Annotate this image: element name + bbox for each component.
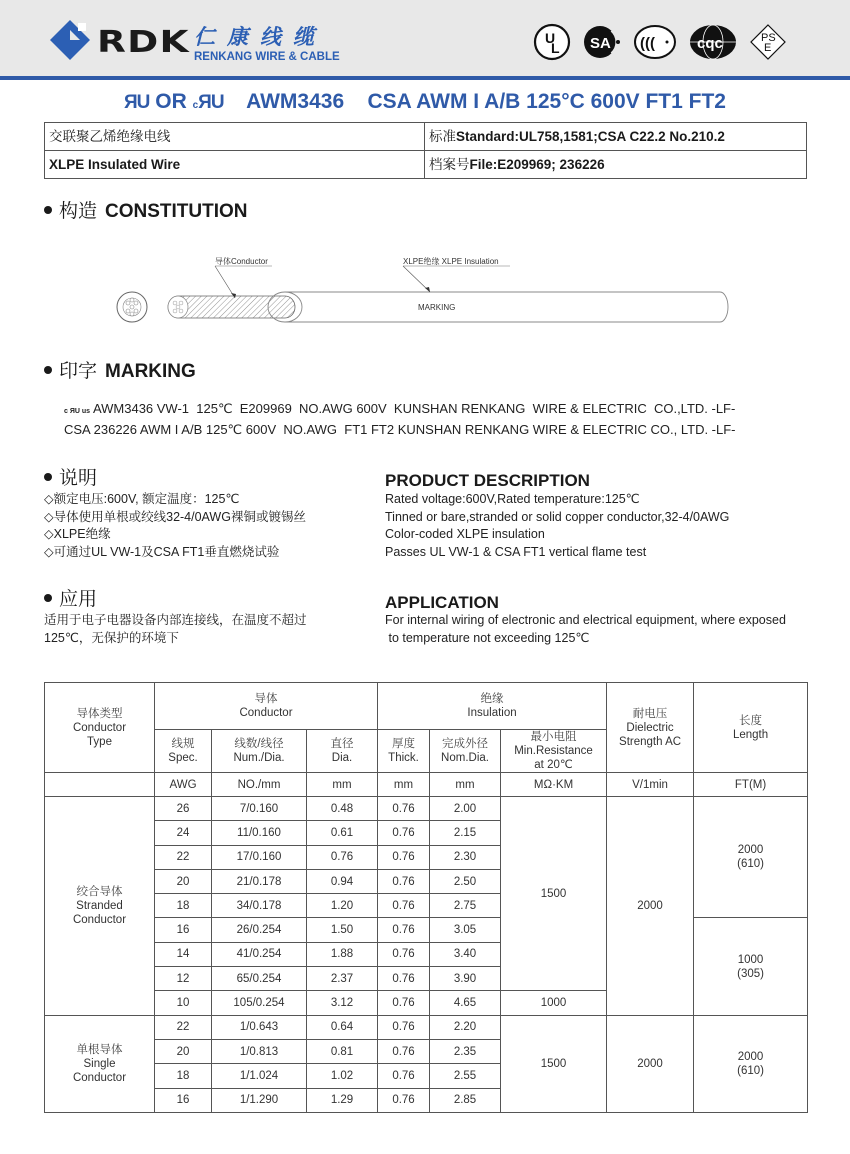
single-length: 2000 (610) <box>694 1015 808 1112</box>
product-title <box>0 88 850 120</box>
col-dielectric: 耐电压 Dielectric Strength AC <box>607 683 694 773</box>
description-list-cn <box>44 491 306 561</box>
col-group-conductor: 导体 Conductor <box>155 683 378 730</box>
svg-text:U: U <box>545 30 556 46</box>
stranded-length-b: 1000 (305) <box>694 918 808 1015</box>
cul-recognized-icon: ЯU <box>198 92 224 113</box>
col-min-resistance: 最小电阻 Min.Resistance at 20℃ <box>501 730 607 773</box>
header-band <box>0 0 850 76</box>
conductor-label: 导体Conductor <box>215 257 268 266</box>
col-length: 长度 Length <box>694 683 808 773</box>
table-row: 22 17/0.160 0.76 0.76 2.30 <box>45 845 808 869</box>
marking-line-1-text: AWM3436 VW-1 125℃ E209969 NO.AWG 600V KUNSHAN RENKANG WIRE & ELECTRIC CO.,LTD. -LF- <box>90 401 736 416</box>
svg-text:E: E <box>764 42 772 54</box>
company-name-en: RENKANG WIRE & CABLE <box>194 51 340 63</box>
application-line-en: For internal wiring of electronic and electrical equipment, where exposed <box>385 613 786 627</box>
marking-line-2: CSA 236226 AWM I A/B 125℃ 600V NO.AWG FT1 FT2 KUNSHAN RENKANG WIRE & ELECTRIC CO., LTD. -LF- <box>64 421 736 437</box>
heading-cn: 印字 <box>59 361 98 382</box>
construction-heading <box>44 200 248 224</box>
marking-line-1 <box>64 400 736 421</box>
header-divider <box>0 76 850 80</box>
spec-table <box>44 122 807 179</box>
bullet-icon <box>44 206 52 214</box>
marking-heading <box>44 360 196 384</box>
certification-logos <box>532 22 788 62</box>
wire-construction-diagram <box>100 250 750 340</box>
marking-text <box>64 400 736 438</box>
col-dia: 直径 Dia. <box>307 730 378 773</box>
units-row <box>45 773 808 797</box>
col-num-dia: 线数/线径 Num./Dia. <box>212 730 307 773</box>
bullet-icon <box>44 473 52 481</box>
svg-text:PS: PS <box>761 32 776 44</box>
unit-dia: mm <box>307 773 378 797</box>
description-heading-en: PRODUCT DESCRIPTION <box>385 471 590 490</box>
svg-text:cqc: cqc <box>697 35 723 52</box>
svg-text:L: L <box>551 40 560 56</box>
svg-text:SA: SA <box>590 35 611 52</box>
insulation-label: XLPE绝缘 XLPE Insulation <box>403 257 499 266</box>
description-item-cn: ◇可通过UL VW-1及CSA FT1垂直燃烧试验 <box>44 544 280 559</box>
stranded-dielectric: 2000 <box>607 797 694 1016</box>
table-row: 单根导体 Single Conductor 22 1/0.643 0.64 0.76 2.20 1500 2000 2000 (610) <box>45 1015 808 1039</box>
single-dielectric: 2000 <box>607 1015 694 1112</box>
application-text-cn <box>44 612 307 647</box>
application-line-cn: 125℃，无保护的环境下 <box>44 630 179 645</box>
table-row: 绞合导体 Stranded Conductor 26 7/0.160 0.48 0.76 2.00 1500 2000 2000 (610) <box>45 797 808 821</box>
table-row: 10 105/0.254 3.12 0.76 4.65 1000 <box>45 991 808 1015</box>
col-nom-dia: 完成外径 Nom.Dia. <box>430 730 501 773</box>
col-conductor-type: 导体类型 Conductor Type <box>45 683 155 773</box>
application-line-en: to temperature not exceeding 125℃ <box>385 630 590 645</box>
csa-rating: CSA AWM I A/B 125°C 600V FT1 FT2 <box>367 90 726 113</box>
heading-en: CONSTITUTION <box>105 201 248 222</box>
standard-label: 标准 <box>429 128 456 144</box>
stranded-resistance-10awg: 1000 <box>501 991 607 1015</box>
description-item-cn: ◇导体使用单根或绞线32-4/0AWG裸铜或镀锡丝 <box>44 509 306 524</box>
ul-cert-icon <box>532 22 572 62</box>
col-group-insulation: 绝缘 Insulation <box>378 683 607 730</box>
description-heading-cn <box>44 467 97 491</box>
table-row: 18 34/0.178 1.20 0.76 2.75 <box>45 894 808 918</box>
single-label: 单根导体 Single Conductor <box>45 1015 155 1112</box>
stranded-resistance: 1500 <box>501 797 607 991</box>
table-row: 16 26/0.254 1.50 0.76 3.05 1000 (305) <box>45 918 808 942</box>
table-row: 20 21/0.178 0.94 0.76 2.50 <box>45 869 808 893</box>
ul-recognized-icon: ЯU <box>124 92 150 113</box>
bullet-icon <box>44 366 52 374</box>
table-row: 18 1/1.024 1.02 0.76 2.55 <box>45 1064 808 1088</box>
heading-cn: 应用 <box>59 589 98 610</box>
table-row: 16 1/1.290 1.29 0.76 2.85 <box>45 1088 808 1112</box>
company-name-cn: 仁康线缆 <box>194 26 326 49</box>
product-name-en: XLPE Insulated Wire <box>45 151 425 179</box>
description-item-cn: ◇XLPE绝缘 <box>44 527 111 541</box>
title-or: OR <box>155 90 187 113</box>
standard-cell <box>425 123 807 151</box>
c-mark: c <box>192 100 199 111</box>
description-item-en: Passes UL VW-1 & CSA FT1 vertical flame test <box>385 544 647 559</box>
file-label: 档案号 <box>429 156 470 172</box>
description-item-en: Tinned or bare,stranded or solid copper conductor,32-4/0AWG <box>385 509 730 524</box>
file-cell <box>425 151 807 179</box>
application-heading-cn <box>44 588 97 612</box>
ccc-cert-icon <box>632 22 678 62</box>
heading-en: MARKING <box>105 361 196 382</box>
unit-dielectric: V/1min <box>607 773 694 797</box>
unit-nom: mm <box>430 773 501 797</box>
unit-thick: mm <box>378 773 430 797</box>
heading-cn: 构造 <box>59 201 98 222</box>
standard-value: Standard:UL758,1581;CSA C22.2 No.210.2 <box>456 128 725 144</box>
application-line-cn: 适用于电子电器设备内部连接线，在温度不超过 <box>44 613 307 627</box>
bullet-icon <box>44 594 52 602</box>
product-name-cn: 交联聚乙烯绝缘电线 <box>45 123 425 151</box>
svg-text:(((: ((( <box>640 35 655 52</box>
unit-awg: AWG <box>155 773 212 797</box>
description-item-en: Color-coded XLPE insulation <box>385 527 545 541</box>
description-item-cn: ◇额定电压:600V, 额定温度：125℃ <box>44 492 240 506</box>
cqc-cert-icon <box>688 22 738 62</box>
col-thick: 厚度 Thick. <box>378 730 430 773</box>
stranded-label: 绞合导体 Stranded Conductor <box>45 797 155 1016</box>
awm-style: AWM3436 <box>246 90 345 113</box>
rdk-logo-icon <box>48 18 92 62</box>
unit-length: FT(M) <box>694 773 808 797</box>
description-item-en: Rated voltage:600V,Rated temperature:125℃ <box>385 492 640 506</box>
unit-resistance: MΩ·KM <box>501 773 607 797</box>
unit-num: NO./mm <box>212 773 307 797</box>
description-list-en <box>385 491 729 561</box>
application-heading-en: APPLICATION <box>385 593 499 612</box>
stranded-length-a: 2000 (610) <box>694 797 808 918</box>
application-text-en <box>385 612 786 647</box>
table-row: 24 11/0.160 0.61 0.76 2.15 <box>45 821 808 845</box>
pse-cert-icon <box>748 22 788 62</box>
heading-cn: 说明 <box>59 468 98 489</box>
specification-table <box>44 682 808 1113</box>
marking-label: MARKING <box>418 303 456 312</box>
file-value: File:E209969; 236226 <box>469 156 605 172</box>
cul-us-icon: c ЯU us <box>64 408 91 415</box>
col-spec: 线规 Spec. <box>155 730 212 773</box>
csa-cert-icon <box>582 22 622 62</box>
table-row: 12 65/0.254 2.37 0.76 3.90 <box>45 967 808 991</box>
single-resistance: 1500 <box>501 1015 607 1112</box>
table-row: 14 41/0.254 1.88 0.76 3.40 <box>45 942 808 966</box>
table-row: 20 1/0.813 0.81 0.76 2.35 <box>45 1039 808 1063</box>
logo-text: RDK <box>97 25 190 60</box>
